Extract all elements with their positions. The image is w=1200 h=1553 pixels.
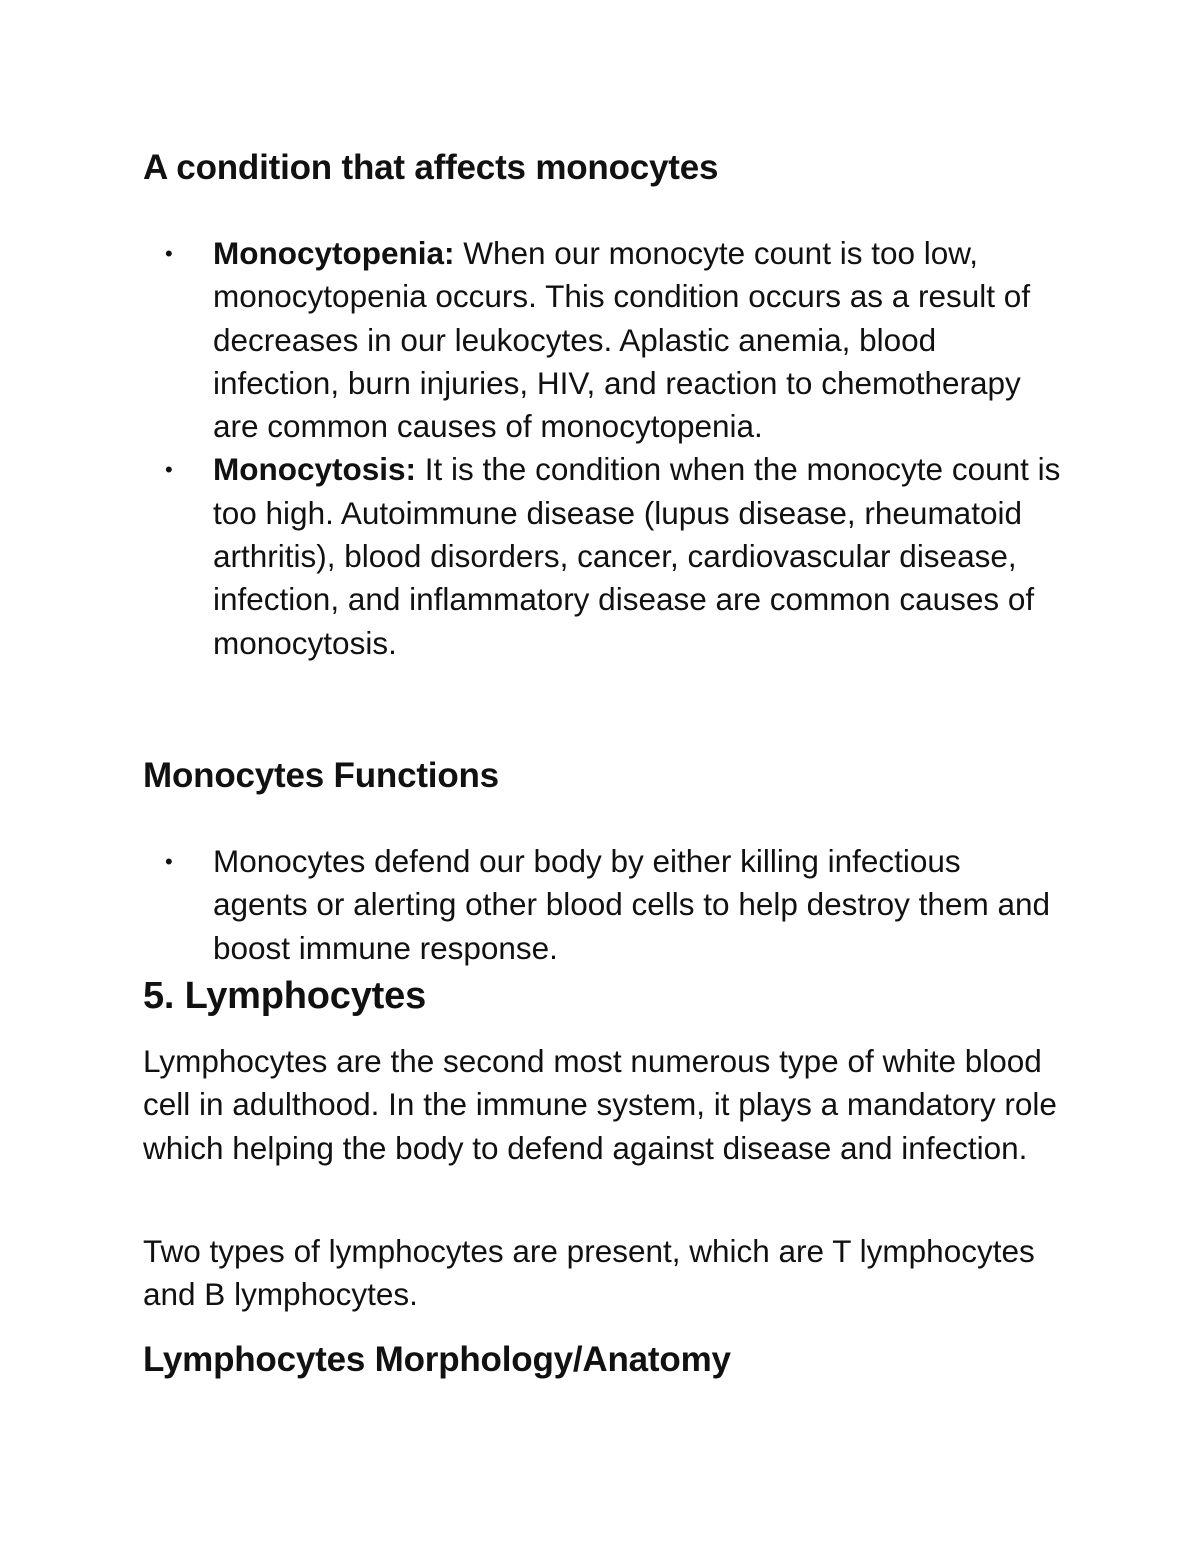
condition-list-block	[143, 232, 1063, 665]
list-item-function	[143, 840, 1063, 970]
heading-lymphocytes-morphology: Lymphocytes Morphology/Anatomy	[143, 1340, 731, 1379]
heading-monocytes-functions: Monocytes Functions	[143, 756, 499, 795]
bullet-glyph: •	[165, 849, 173, 874]
bullet-glyph: •	[165, 457, 173, 483]
text-monocytosis: It is the condition when the monocyte count is too high. Autoimmune disease (lupus disease, rheumatoid arthritis), blood disorders, cancer, cardiovascular disease, infection, and inflammatory disease are common causes of monocytosis.	[213, 451, 1061, 661]
functions-heading-block	[143, 754, 1063, 798]
condition-list	[143, 232, 1063, 665]
lymphocytes-para-1-block	[143, 1040, 1063, 1170]
lymphocytes-para-2-block	[143, 1230, 1063, 1317]
heading-condition-monocytes: A condition that affects monocytes	[143, 148, 719, 187]
term-monocytosis: Monocytosis:	[213, 451, 417, 488]
list-item-monocytopenia	[143, 232, 1063, 448]
lymphocytes-heading-block	[143, 973, 1063, 1019]
text-function: Monocytes defend our body by either killing infectious agents or alerting other blood cells to help destroy them and boost immune response.	[213, 843, 1051, 966]
paragraph-lymphocytes-types: Two types of lymphocytes are present, which are T lymphocytes and B lymphocytes.	[143, 1233, 1035, 1313]
heading-lymphocytes: 5. Lymphocytes	[143, 975, 426, 1017]
paragraph-lymphocytes-intro: Lymphocytes are the second most numerous type of white blood cell in adulthood. In the immune system, it plays a mandatory role which helping the body to defend against disease and infection.	[143, 1043, 1057, 1166]
functions-list-block	[143, 840, 1063, 970]
functions-list	[143, 840, 1063, 970]
term-monocytopenia: Monocytopenia:	[213, 235, 455, 271]
bullet-glyph: •	[165, 241, 173, 266]
morphology-heading-block	[143, 1338, 1063, 1382]
text-monocytopenia: When our monocyte count is too low, monocytopenia occurs. This condition occurs as a result of decreases in our leukocytes. Aplastic anemia, blood infection, burn injuries, HIV, and reaction to chemotherapy are common causes of monocytopenia.	[213, 235, 1031, 445]
list-item-monocytosis	[143, 448, 1063, 664]
